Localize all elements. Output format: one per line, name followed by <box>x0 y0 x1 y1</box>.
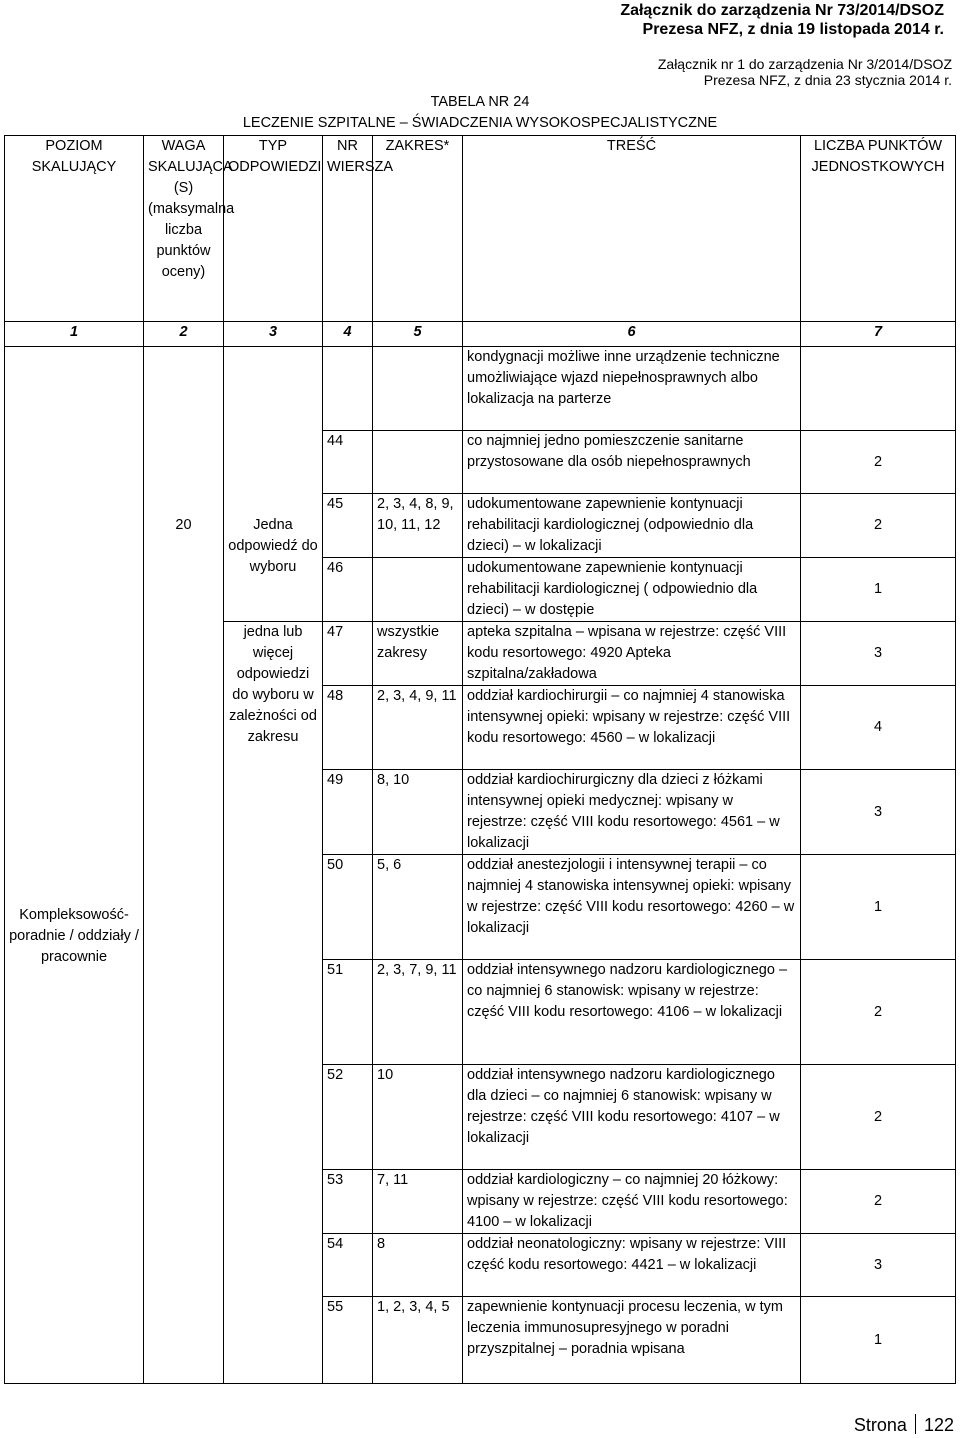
waga-value: 20 <box>175 517 192 533</box>
tresc-cell: co najmniej jedno pomieszczenie sanitarne przystosowane dla osób niepełnosprawnych <box>463 431 801 494</box>
col-number: 5 <box>373 322 463 347</box>
typ-multi-cell <box>224 622 323 1384</box>
points-cell: 1 <box>801 855 956 960</box>
points-cell: 2 <box>801 494 956 558</box>
points-cell: 2 <box>801 960 956 1065</box>
col-number: 4 <box>323 322 373 347</box>
points-cell: 3 <box>801 622 956 686</box>
header-line-4: Prezesa NFZ, z dnia 23 stycznia 2014 r. <box>703 72 952 88</box>
points-cell: 1 <box>801 1297 956 1384</box>
nr-cell: 51 <box>323 960 373 1065</box>
tresc-cell: oddział anestezjologii i intensywnej terapii – co najmniej 4 stanowiska intensywnej opieki: wpisany w rejestrze: część VIII kodu resortowego: 4260 – w lokalizacji <box>463 855 801 960</box>
zakres-cell: 8 <box>373 1234 463 1297</box>
col-header-tresc: TREŚĆ <box>463 136 801 322</box>
waga-cell <box>144 347 224 1384</box>
nr-cell: 48 <box>323 686 373 770</box>
typ-multi-value: jedna lub więcej odpowiedzi do wyboru w zależności od zakresu <box>229 624 317 745</box>
tresc-cell: oddział kardiochirurgii – co najmniej 4 stanowiska intensywnej opieki: wpisany w rejestrze: część VIII kodu resortowego: 4560 – w lokalizacji <box>463 686 801 770</box>
zakres-cell: 5, 6 <box>373 855 463 960</box>
points-cell: 1 <box>801 558 956 622</box>
tresc-cell: oddział kardiochirurgiczny dla dzieci z łóżkami intensywnej opieki medycznej: wpisany w rejestrze: część VIII kodu resortowego: 4561 – w lokalizacji <box>463 770 801 855</box>
tresc-cell: zapewnienie kontynuacji procesu leczenia, w tym leczenia immunosupresyjnego w poradni przyszpitalnej – poradnia wpisana <box>463 1297 801 1384</box>
header-row <box>5 136 956 322</box>
nr-cell: 44 <box>323 431 373 494</box>
tresc-cell: oddział kardiologiczny – co najmniej 20 łóżkowy: wpisany w rejestrze: część VIII kodu resortowego: 4100 – w lokalizacji <box>463 1170 801 1234</box>
col-header-liczba: LICZBA PUNKTÓW JEDNOSTKOWYCH <box>801 136 956 322</box>
zakres-cell: 7, 11 <box>373 1170 463 1234</box>
table-title: TABELA NR 24 <box>430 94 530 110</box>
page-footer <box>854 1414 954 1436</box>
zakres-cell: wszystkie zakresy <box>373 622 463 686</box>
col-header-zakres: ZAKRES* <box>373 136 463 322</box>
typ-single-cell <box>224 347 323 622</box>
page-label: Strona <box>853 1415 907 1435</box>
col-header-waga: WAGA SKALUJĄCA (S) (maksymalna liczba punktów oceny) <box>144 136 224 322</box>
header-line-2: Prezesa NFZ, z dnia 19 listopada 2014 r. <box>642 21 944 38</box>
table-row <box>5 347 956 431</box>
tresc-cell: oddział neonatologiczny: wpisany w rejestrze: VIII część kodu resortowego: 4421 – w lokalizacji <box>463 1234 801 1297</box>
zakres-cell <box>373 558 463 622</box>
points-cell: 3 <box>801 1234 956 1297</box>
nr-cell: 50 <box>323 855 373 960</box>
tresc-cell: kondygnacji możliwe inne urządzenie techniczne umożliwiające wjazd niepełnosprawnych albo lokalizacja na parterze <box>463 347 801 431</box>
nr-cell: 45 <box>323 494 373 558</box>
tresc-cell: udokumentowane zapewnienie kontynuacji rehabilitacji kardiologicznej (odpowiednio dla dzieci) – w lokalizacji <box>463 494 801 558</box>
zakres-cell: 8, 10 <box>373 770 463 855</box>
zakres-cell <box>373 347 463 431</box>
nr-cell: 53 <box>323 1170 373 1234</box>
nr-cell <box>323 347 373 431</box>
header-line-3: Załącznik nr 1 do zarządzenia Nr 3/2014/DSOZ <box>657 56 952 72</box>
table-subtitle: LECZENIE SZPITALNE – ŚWIADCZENIA WYSOKOSPECJALISTYCZNE <box>242 115 718 131</box>
nr-cell: 47 <box>323 622 373 686</box>
col-header-nr: NR WIERSZA <box>323 136 373 322</box>
col-number: 1 <box>5 322 144 347</box>
col-number: 2 <box>144 322 224 347</box>
poziom-value: Kompleksowość-poradnie / oddziały / pracownie <box>9 906 139 965</box>
criteria-table <box>4 135 956 1384</box>
tresc-cell: oddział intensywnego nadzoru kardiologicznego dla dzieci – co najmniej 6 stanowisk: wpisany w rejestrze: część VIII kodu resortowego: 4107 – w lokalizacji <box>463 1065 801 1170</box>
nr-cell: 46 <box>323 558 373 622</box>
col-number: 6 <box>463 322 801 347</box>
zakres-cell: 2, 3, 4, 8, 9, 10, 11, 12 <box>373 494 463 558</box>
points-cell: 2 <box>801 1170 956 1234</box>
tresc-cell: udokumentowane zapewnienie kontynuacji rehabilitacji kardiologicznej ( odpowiednio dla dzieci) – w dostępie <box>463 558 801 622</box>
header-line-1: Załącznik do zarządzenia Nr 73/2014/DSOZ <box>620 2 944 19</box>
zakres-cell: 10 <box>373 1065 463 1170</box>
nr-cell: 54 <box>323 1234 373 1297</box>
nr-cell: 52 <box>323 1065 373 1170</box>
typ-single-value: Jedna odpowiedź do wyboru <box>228 517 318 575</box>
col-number: 3 <box>224 322 323 347</box>
zakres-cell: 1, 2, 3, 4, 5 <box>373 1297 463 1384</box>
points-cell: 2 <box>801 431 956 494</box>
column-number-row <box>5 322 956 347</box>
col-header-typ: TYP ODPOWIEDZI <box>224 136 323 322</box>
page-number: 122 <box>923 1415 954 1435</box>
tresc-cell: apteka szpitalna – wpisana w rejestrze: część VIII kodu resortowego: 4920 Apteka szpitalna/zakładowa <box>463 622 801 686</box>
nr-cell: 49 <box>323 770 373 855</box>
zakres-cell: 2, 3, 4, 9, 11 <box>373 686 463 770</box>
points-cell <box>801 347 956 431</box>
footer-separator <box>915 1414 916 1434</box>
points-cell: 2 <box>801 1065 956 1170</box>
zakres-cell <box>373 431 463 494</box>
col-header-poziom: POZIOM SKALUJĄCY <box>5 136 144 322</box>
nr-cell: 55 <box>323 1297 373 1384</box>
zakres-cell: 2, 3, 7, 9, 11 <box>373 960 463 1065</box>
points-cell: 4 <box>801 686 956 770</box>
poziom-cell <box>5 347 144 1384</box>
points-cell: 3 <box>801 770 956 855</box>
col-number: 7 <box>801 322 956 347</box>
tresc-cell: oddział intensywnego nadzoru kardiologicznego – co najmniej 6 stanowisk: wpisany w rejestrze: część VIII kodu resortowego: 4106 – w lokalizacji <box>463 960 801 1065</box>
